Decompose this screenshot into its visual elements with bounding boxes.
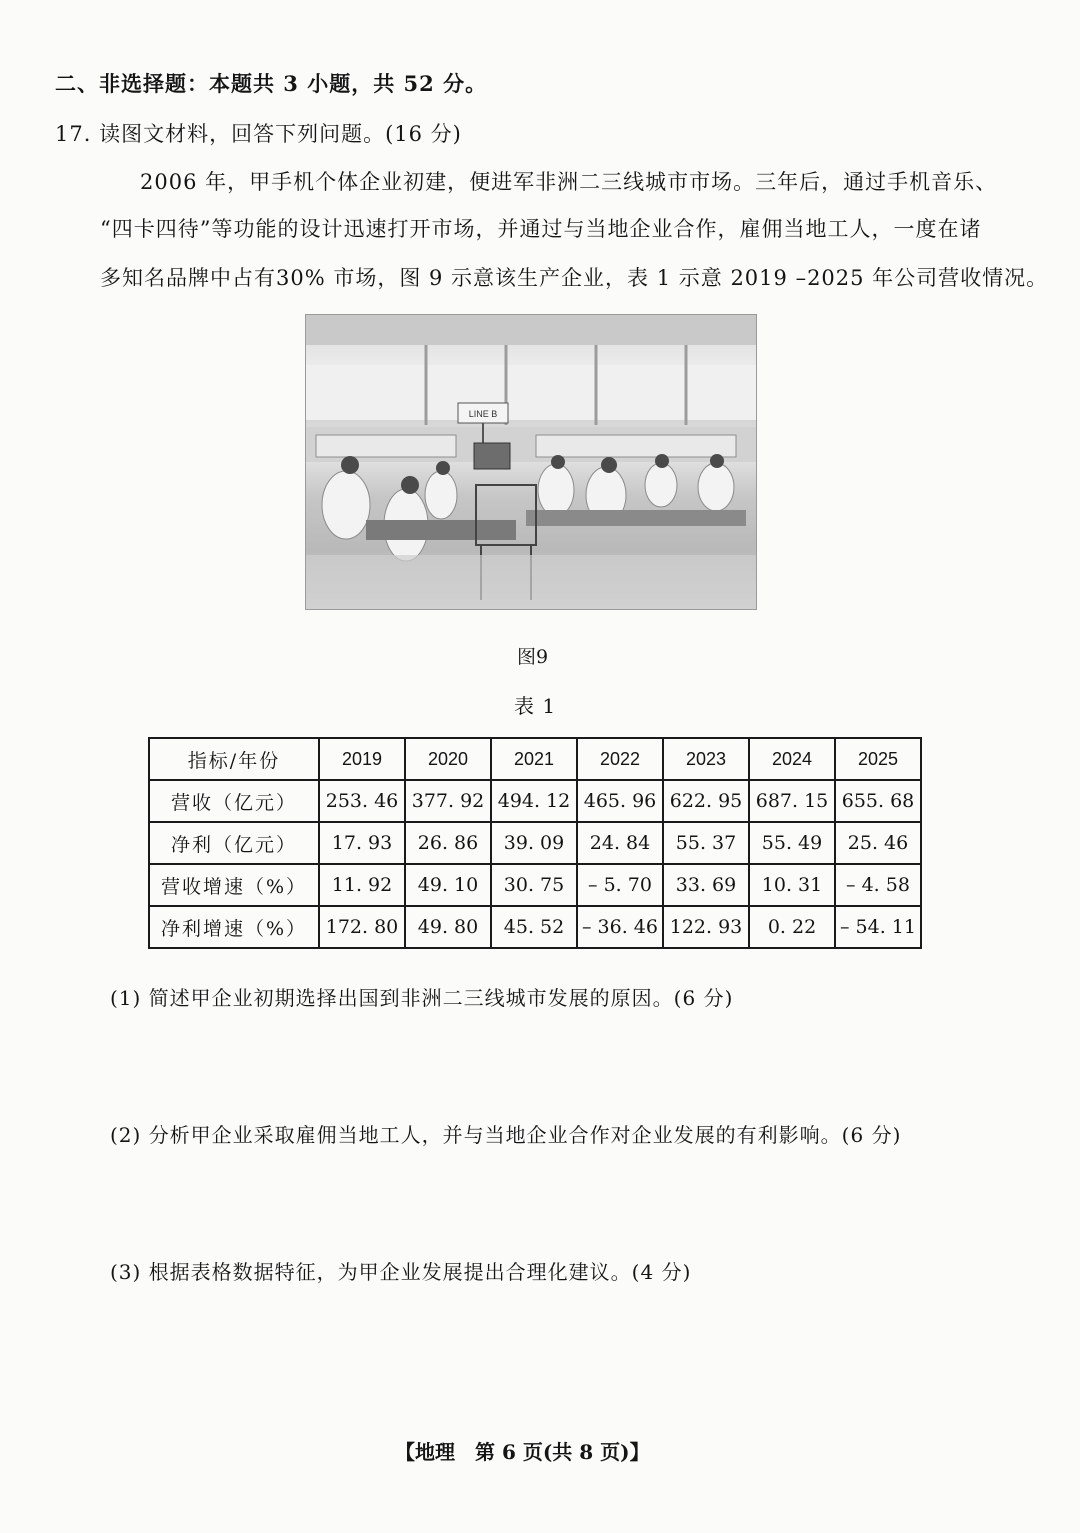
- factory-scene-illustration: [306, 315, 756, 609]
- table-header-cell: 2022: [577, 738, 663, 780]
- table-caption: 表 1: [514, 694, 557, 718]
- table-cell: 24. 84: [577, 822, 663, 864]
- table-row: [149, 906, 921, 948]
- factory-photo: [305, 314, 757, 610]
- sub-question-2: (2) 分析甲企业采取雇佣当地工人，并与当地企业合作对企业发展的有利影响。(6 分): [110, 1123, 902, 1147]
- sub-question-1: (1) 简述甲企业初期选择出国到非洲二三线城市发展的原因。(6 分): [110, 986, 734, 1010]
- table-header-cell: 2024: [749, 738, 835, 780]
- table-cell: 622. 95: [663, 780, 749, 822]
- sub-question-3: (3) 根据表格数据特征，为甲企业发展提出合理化建议。(4 分): [110, 1260, 692, 1284]
- table-cell: 39. 09: [491, 822, 577, 864]
- paragraph-line: 多知名品牌中占有30% 市场，图 9 示意该生产企业，表 1 示意 2019 –2025 年公司营收情况。: [100, 266, 1049, 290]
- section-heading: 二、非选择题：本题共 3 小题，共 52 分。: [55, 71, 488, 96]
- table-cell: 49. 80: [405, 906, 491, 948]
- table-cell: 45. 52: [491, 906, 577, 948]
- table-row-label: 净利（亿元）: [149, 822, 319, 864]
- table-cell: – 4. 58: [835, 864, 921, 906]
- table-header-cell: 2020: [405, 738, 491, 780]
- table-cell: 55. 49: [749, 822, 835, 864]
- revenue-table: [148, 737, 922, 949]
- table-cell: 26. 86: [405, 822, 491, 864]
- table-cell: 33. 69: [663, 864, 749, 906]
- paragraph-line: 2006 年，甲手机个体企业初建，便进军非洲二三线城市市场。三年后，通过手机音乐、: [140, 170, 998, 194]
- table-cell: 122. 93: [663, 906, 749, 948]
- table-header-cell: 2025: [835, 738, 921, 780]
- table-cell: 0. 22: [749, 906, 835, 948]
- table-cell: 11. 92: [319, 864, 405, 906]
- table-cell: – 36. 46: [577, 906, 663, 948]
- table-header-cell: 2023: [663, 738, 749, 780]
- table-row: [149, 822, 921, 864]
- page-footer: 【地理 第 6 页(共 8 页)】: [395, 1440, 650, 1464]
- table-cell: 30. 75: [491, 864, 577, 906]
- table-cell: 465. 96: [577, 780, 663, 822]
- table-cell: 55. 37: [663, 822, 749, 864]
- table-cell: 655. 68: [835, 780, 921, 822]
- table-row-label: 营收增速（%）: [149, 864, 319, 906]
- table-cell: 172. 80: [319, 906, 405, 948]
- table-cell: 25. 46: [835, 822, 921, 864]
- table-row: [149, 864, 921, 906]
- paragraph-line: “四卡四待”等功能的设计迅速打开市场，并通过与当地企业合作，雇佣当地工人，一度在诸: [100, 217, 982, 241]
- table-cell: 687. 15: [749, 780, 835, 822]
- line-sign-text: LINE B: [468, 409, 498, 419]
- table-cell: 49. 10: [405, 864, 491, 906]
- table-cell: 494. 12: [491, 780, 577, 822]
- table-cell: 17. 93: [319, 822, 405, 864]
- table-cell: 377. 92: [405, 780, 491, 822]
- table-row: [149, 780, 921, 822]
- table-header-cell: 2019: [319, 738, 405, 780]
- question-header: 17. 读图文材料，回答下列问题。(16 分): [55, 122, 462, 146]
- table-cell: – 5. 70: [577, 864, 663, 906]
- table-header-row: [149, 738, 921, 780]
- table-header-cell: 2021: [491, 738, 577, 780]
- table-cell: 10. 31: [749, 864, 835, 906]
- table-row-label: 营收（亿元）: [149, 780, 319, 822]
- figure-caption: 图9: [517, 646, 549, 668]
- table-cell: – 54. 11: [835, 906, 921, 948]
- table-header-cell: 指标/年份: [149, 738, 319, 780]
- table-row-label: 净利增速（%）: [149, 906, 319, 948]
- table-cell: 253. 46: [319, 780, 405, 822]
